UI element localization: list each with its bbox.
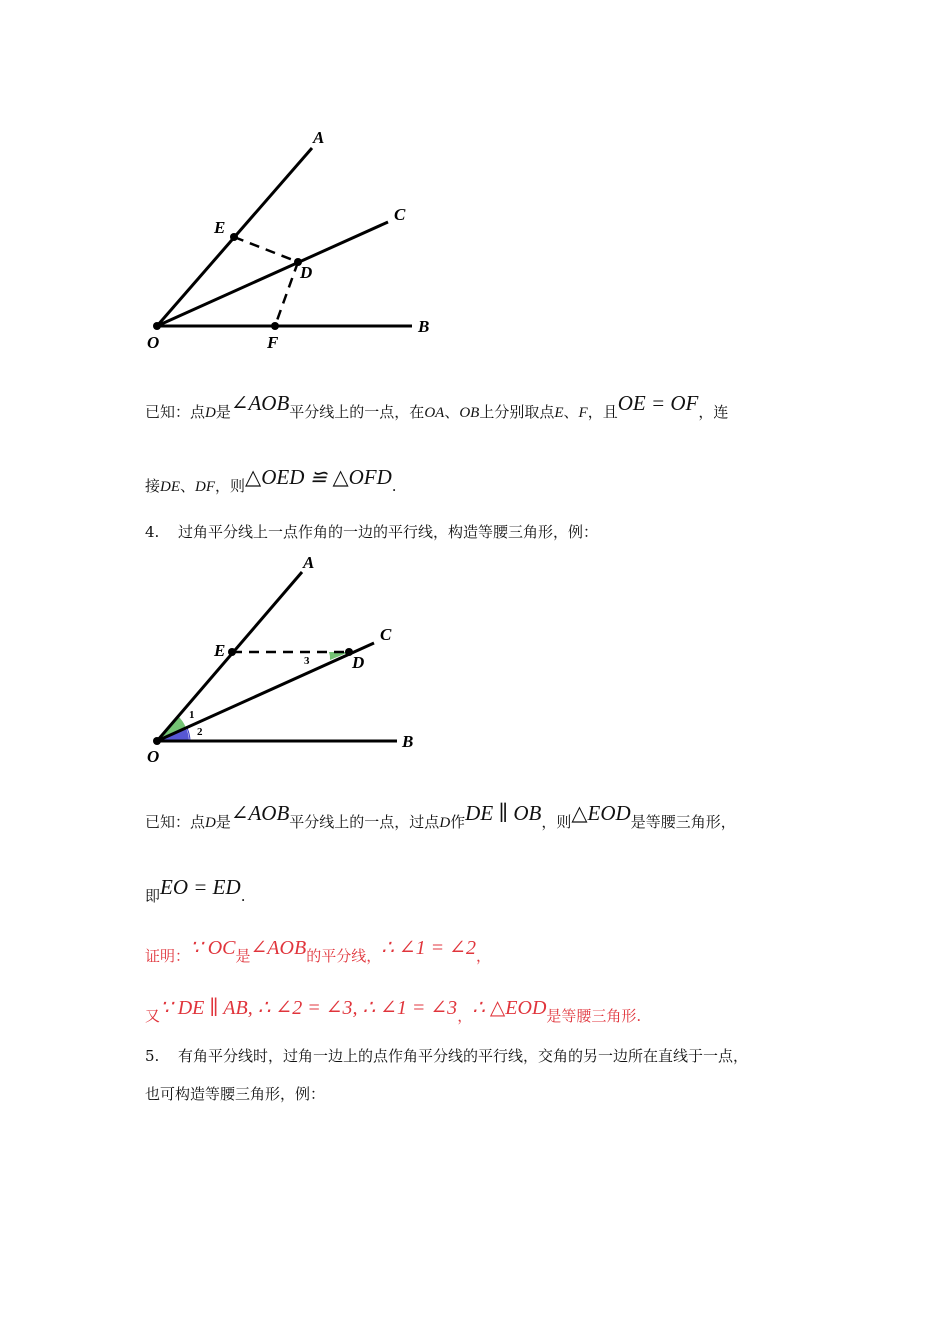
math-angle-aob: ∠AOB [230,391,290,415]
ray-OC [157,643,374,741]
text: 又 [145,1007,161,1025]
label-A: A [303,553,315,572]
text: . [391,477,397,495]
label-D: D [352,653,365,672]
text: 、 [563,403,579,421]
text: 平分线上的一点，过点 [289,813,440,831]
label-O: O [147,333,160,352]
math-oe-equals-of: OE = OF [617,391,699,415]
point-d: D [205,405,216,421]
label-F: F [267,333,279,352]
text: ，则 [541,813,572,831]
point-E [230,233,238,241]
text: 接 [145,477,161,495]
point-e: E [554,405,564,421]
figure-1-angle-bisector-congruence [130,120,450,360]
angle-label-3: 3 [304,655,310,667]
text: ，且 [587,403,618,421]
label-C: C [394,205,406,224]
text: 是 [215,813,231,831]
proof-line-1 [145,937,491,967]
ray-OA [157,572,302,741]
label-O: O [147,747,160,766]
text: 即 [145,887,161,905]
label-B: B [418,317,430,336]
point-E [228,648,236,656]
item-5-line-1 [145,1045,748,1066]
text: 、 [180,477,196,495]
text: ， [457,1007,473,1025]
item-text: 也可构造等腰三角形，例： [145,1085,326,1103]
segment-df: DF [195,479,216,495]
ray-OC [157,222,388,326]
text: 已知：点 [145,813,206,831]
item-text: 有角平分线时，过角一边上的点作角平分线的平行线，交角的另一边所在直线于一点， [178,1047,749,1065]
text: 作 [450,813,466,831]
item-number: 5. [145,1047,160,1065]
label-E: E [214,218,226,237]
segment-ED [234,237,298,262]
text: 已知：点 [145,403,206,421]
label-C: C [380,625,392,644]
point-d: D [205,815,216,831]
angle-label-1: 1 [189,709,195,721]
text: ， [475,947,491,965]
math-congruence: △OED ≌ △OFD [245,465,392,489]
given-paragraph-1-line-1 [145,391,729,423]
point-O [153,322,161,330]
item-5-line-2 [145,1083,325,1104]
point-d: D [439,815,451,831]
item-number: 4. [145,523,160,541]
math-because-oc: ∵ OC [190,937,236,959]
segment-oa: OA [424,405,445,421]
math-angle-1-equals-angle-2: ∴ ∠1 = ∠2 [381,937,476,959]
segment-ob: OB [459,405,480,421]
segment-de: DE [160,479,181,495]
label-D: D [300,263,313,282]
text: 的平分线， [306,947,382,965]
math-parallel-angle-chain: ∵ DE ∥ AB, ∴ ∠2 = ∠3, ∴ ∠1 = ∠3 [160,997,458,1019]
proof-label: 证明： [145,947,191,965]
given-paragraph-2-line-1 [145,801,736,833]
point-O [153,737,161,745]
math-angle-aob: ∠AOB [250,937,307,959]
point-F [271,322,279,330]
math-triangle-eod: △EOD [571,801,631,825]
label-B: B [402,732,414,751]
item-4 [145,521,598,542]
label-A: A [313,128,325,147]
text: 、 [444,403,460,421]
text: 是 [215,403,231,421]
text: 平分线上的一点，在 [289,403,425,421]
proof-line-2 [145,997,642,1027]
item-text: 过角平分线上一点作角的一边的平行线，构造等腰三角形，例： [178,523,599,541]
figure-2-isosceles-construction [130,550,430,770]
math-de-parallel-ob: DE ∥ OB [465,801,542,825]
text: 上分别取点 [479,403,555,421]
given-paragraph-1-line-2 [145,465,397,497]
math-triangle-eod: ∴ △EOD [472,997,547,1019]
text: . [240,887,246,905]
text: 是等腰三角形， [630,813,736,831]
point-f: F [578,405,588,421]
label-E: E [214,641,226,660]
text: 是 [235,947,251,965]
text: ，连 [698,403,729,421]
text: 是等腰三角形. [546,1007,642,1025]
math-angle-aob: ∠AOB [230,801,290,825]
given-paragraph-2-line-2 [145,875,246,907]
text: ，则 [215,477,246,495]
math-eo-equals-ed: EO = ED [160,875,241,899]
angle-label-2: 2 [197,726,203,738]
